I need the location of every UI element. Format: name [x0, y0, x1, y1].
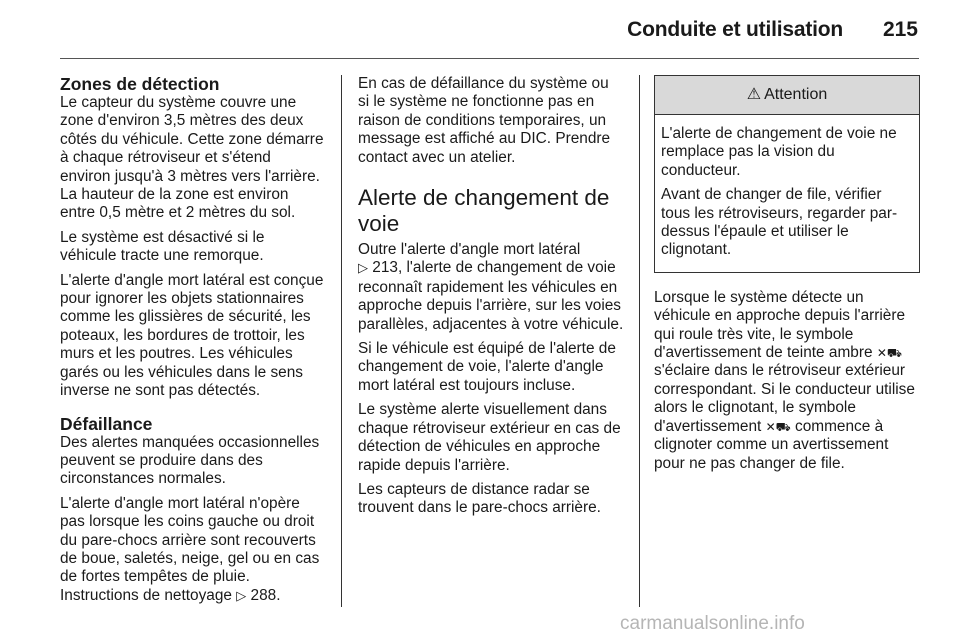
paragraph: Avant de changer de file, vérifier tous les rétroviseurs, regarder par-dessus l'épaule et utiliser le clignotant.: [661, 186, 898, 259]
attention-body: [655, 115, 919, 272]
page-reference-link[interactable]: 288.: [250, 586, 281, 604]
column-1: [60, 75, 325, 612]
blind-spot-car-icon: ✕⛟: [765, 419, 791, 434]
heading-alerte-changement-voie: Alerte de changement de voie: [358, 185, 610, 237]
page-reference-icon: ▷: [236, 588, 247, 604]
column-divider-1: [341, 75, 342, 607]
attention-header: [655, 76, 919, 115]
warning-triangle-icon: ⚠: [746, 85, 762, 103]
heading-defaillance: Défaillance: [60, 413, 153, 434]
blind-spot-car-icon: ✕⛟: [876, 346, 902, 361]
column-divider-2: [639, 75, 640, 607]
page-reference-icon: ▷: [358, 261, 368, 277]
paragraph: L'alerte d'angle mort latéral est conçue pour ignorer les objets stationnaires comme les glissières de sécurité, les poteaux, les bordures de trottoir, les murs et les poutres. Les véhicules garés ou les véhicules dans le sens inverse ne sont pas détectés.: [60, 271, 324, 400]
paragraph: Le capteur du système couvre une zone d'environ 3,5 mètres des deux côtés du véhicule. Cette zone démarre à chaque rétroviseur et s'étend environ jusqu'à 3 mètres vers l'arrière. La hauteur de la zone est environ entre 0,5 mètre et 2 mètres du sol.: [60, 94, 324, 222]
paragraph: L'alerte d'angle mort latéral n'opère pas lorsque les coins gauche ou droit du pare-chocs arrière sont recouverts de boue, saletés, neige, gel ou en cas de fortes tempêtes de pluie. Instructions de nettoyage ▷ 288.: [60, 494, 320, 604]
paragraph: Les capteurs de distance radar se trouvent dans le pare-chocs arrière.: [358, 480, 601, 517]
paragraph: L'alerte de changement de voie ne remplace pas la vision du conducteur.: [661, 125, 897, 179]
page-header: [0, 0, 960, 60]
attention-box: [654, 75, 920, 273]
page-title: Conduite et utilisation: [627, 18, 843, 41]
paragraph: Le système est désactivé si le véhicule tracte une remorque.: [60, 228, 265, 265]
paragraph: Le système alerte visuellement dans chaque rétroviseur extérieur en cas de détection de véhicules en approche rapide depuis l'arrière.: [358, 401, 621, 474]
paragraph: Lorsque le système détecte un véhicule en approche depuis l'arrière qui roule très vite, le symbole d'avertissement de teinte ambre ✕⛟ s'éclaire dans le rétroviseur extérieur correspondant. Si le conducteur utilise alors le clignotant, le symbole d'avertissement ✕⛟ commence à clignoter comme un avertissement pour ne pas changer de file.: [654, 288, 915, 472]
heading-zones: Zones de détection: [60, 74, 220, 94]
column-2: [358, 75, 624, 524]
paragraph: Si le véhicule est équipé de l'alerte de changement de voie, l'alerte d'angle mort latéral est toujours incluse.: [358, 340, 616, 394]
header-divider: [60, 58, 919, 59]
column-3: [654, 75, 920, 479]
paragraph: En cas de défaillance du système ou si le système ne fonctionne pas en raison de conditions temporaires, un message est affiché au DIC. Prendre contact avec un atelier.: [358, 75, 611, 166]
paragraph: Des alertes manquées occasionnelles peuvent se produire dans des circonstances normales.: [60, 433, 320, 488]
page-reference-link[interactable]: 213, l'alerte de changement de voie reconnaît rapidement les véhicules en approche depuis l'arrière, sur les voies parallèles, adjacentes à votre véhicule.: [358, 259, 624, 333]
attention-title: Attention: [764, 85, 828, 103]
footer-watermark: carmanualsonline.info: [620, 613, 805, 634]
page-number: 215: [882, 18, 918, 41]
paragraph: Outre l'alerte d'angle mort latéral ▷ 213, l'alerte de changement de voie reconnaît rapidement les véhicules en approche depuis l'arrière, sur les voies parallèles, adjacentes à votre véhicule.: [358, 241, 624, 333]
